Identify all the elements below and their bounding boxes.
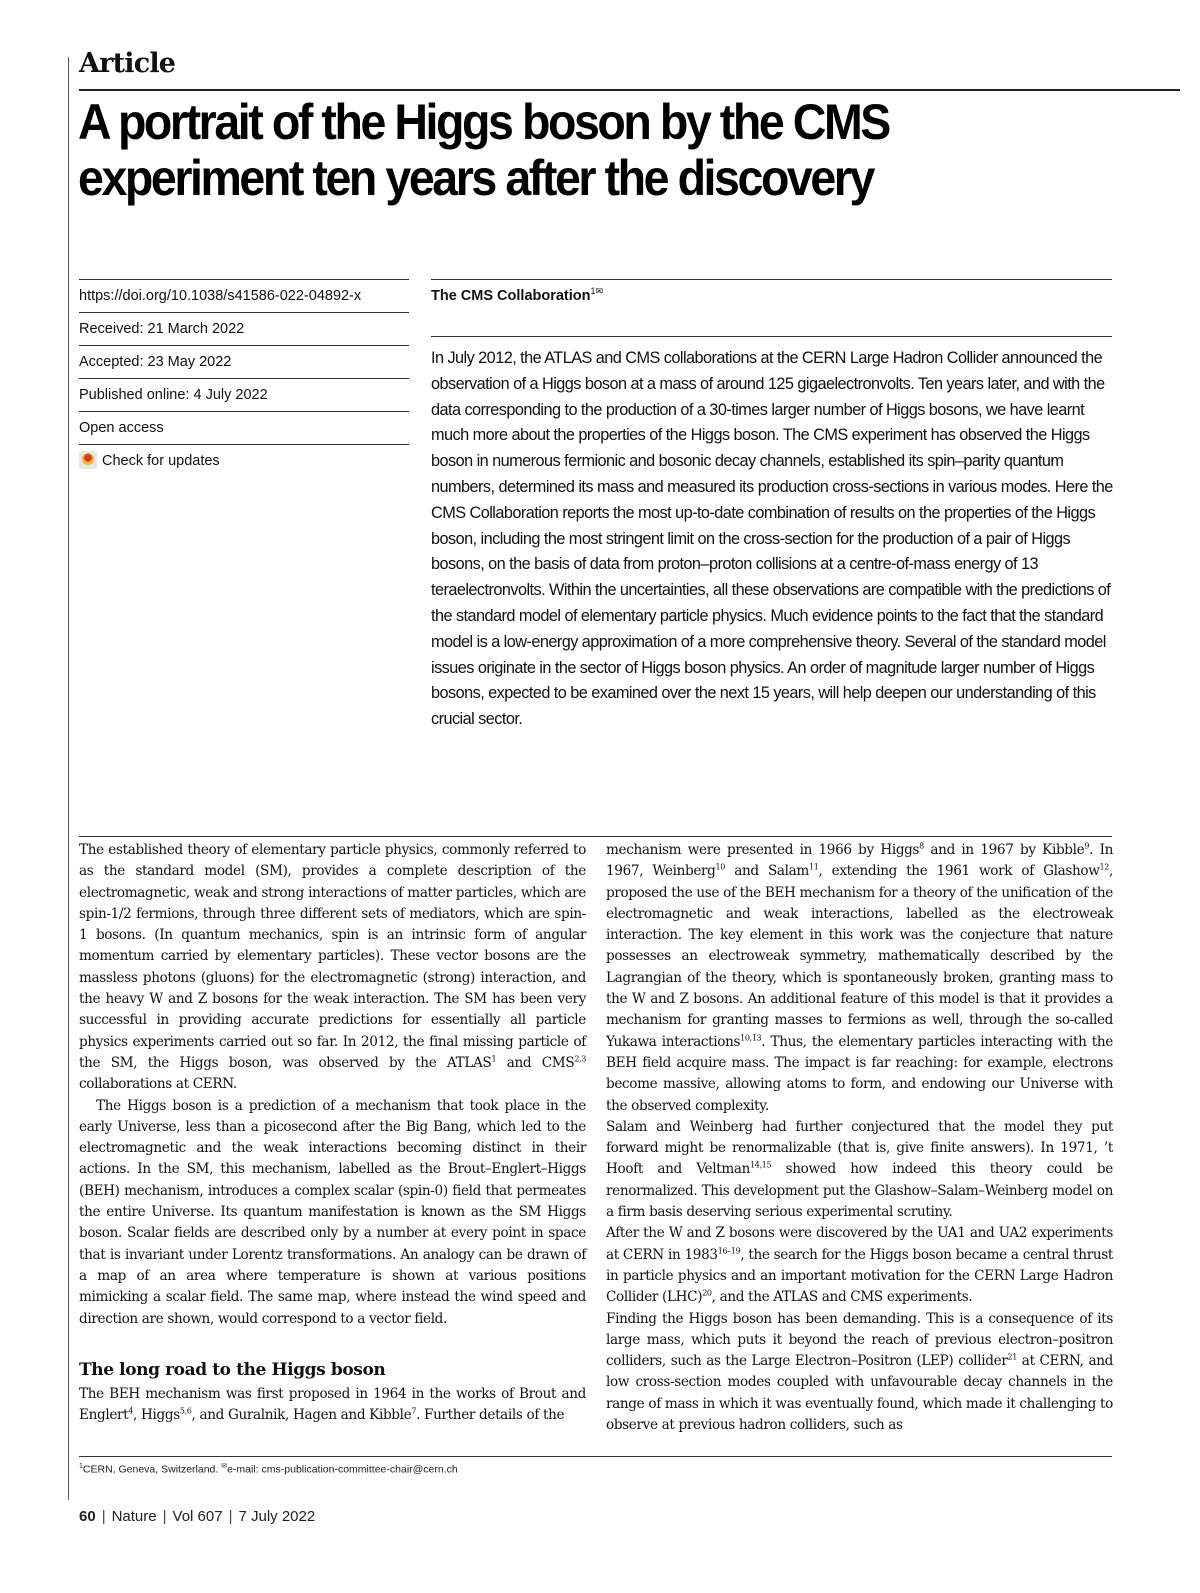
journal-name: Nature [111, 1508, 157, 1525]
abstract-top-rule [431, 336, 1112, 337]
reference[interactable]: 10,13 [740, 1033, 762, 1043]
email-link[interactable]: e-mail: cms-publication-committee-chair@cern.ch [227, 1463, 458, 1476]
left-margin-rule [68, 57, 69, 1500]
separator: | [101, 1508, 106, 1525]
envelope-icon: ✉ [221, 1463, 228, 1470]
affiliation-text: CERN, Geneva, Switzerland. [82, 1463, 222, 1476]
paragraph: After the W and Z bosons were discovered by the UA1 and UA2 experiments at CERN in 1983$^{16-19}$, the search for the Higgs boson became a central thrust in particle physics and an important motivation for the CERN Large Hadron Collider (LHC)$^{20}$, and the ATLAS and CMS experiments. [606, 1225, 1113, 1306]
reference[interactable]: 4 [128, 1406, 134, 1416]
article-title: A portrait of the Higgs boson by the CMS experiment ten years after the discovery [78, 94, 889, 206]
separator: | [228, 1508, 233, 1525]
doi-link[interactable]: https://doi.org/10.1038/s41586-022-04892-x [79, 280, 409, 313]
reference[interactable]: 21 [1007, 1352, 1017, 1362]
reference[interactable]: 8 [919, 841, 924, 851]
separator: | [162, 1508, 167, 1525]
open-access-label: Open access [79, 412, 409, 445]
paragraph: Finding the Higgs boson has been demanding. This is a consequence of its large mass, which puts it beyond the reach of previous electron–positron colliders, such as the Large Electron–Positron (LEP) collider$^{21}$ at CERN, and low cross-section modes coupled with unfavourable decay channels in the range of mass in which it was eventually found, which made it challenging to observe at previous hadron colliders, such as [606, 1310, 1113, 1434]
paragraph: mechanism were presented in 1966 by Higgs$^8$ and in 1967 by Kibble$^9$. In 1967, Weinberg$^{10}$ and Salam$^{11}$, extending the 1961 work of Glashow$^{12}$, proposed the use of the BEH mechanism for a theory of the unification of the electromagnetic and weak interactions, labelled as the electroweak interaction. The key element in this work was the conjecture that nature possesses an electroweak symmetry, mathematically described by the Lagrangian of the theory, which is spontaneously broken, granting mass to the W and Z bosons. An additional feature of this model is that it provides a mechanism for granting masses to fermions as well, through the so-called Yukawa interactions$^{10,13}$. Thus, the elementary particles interacting with the BEH field acquire mass. The impact is far reaching: for example, electrons become massive, allowing atoms to form, and endowing our Universe with the observed complexity. [606, 841, 1114, 1114]
page-footer [79, 1508, 315, 1525]
page-number: 60 [79, 1508, 96, 1525]
reference[interactable]: 16–19 [717, 1246, 741, 1256]
abstract: In July 2012, the ATLAS and CMS collaborations at the CERN Large Hadron Collider announced the observation of a Higgs boson at a mass of around 125 gigaelectronvolts. Ten years later, and with the data corresponding to the production of a 30-times larger number of Higgs bosons, we have learnt much more about the properties of the Higgs boson. The CMS experiment has observed the Higgs boson in numerous fermionic and bosonic decay channels, established its spin–parity quantum numbers, determined its mass and measured its production cross-sections in various modes. Here the CMS Collaboration reports the most up-to-date combination of results on the properties of the Higgs boson, including the most stringent limit on the cross-section for the production of a pair of Higgs bosons, on the basis of data from proton–proton collisions at a centre-of-mass energy of 13 teraelectronvolts. Within the uncertainties, all these observations are compatible with the predictions of the standard model of elementary particle physics. Much evidence points to the fact that the standard model is a low-energy approximation of a more comprehensive theory. Several of the standard model issues originate in the sector of Higgs boson physics. An order of magnitude larger number of Higgs bosons, expected to be examined over the next 15 years, will help deepen our understanding of this crucial sector. [431, 349, 1113, 729]
reference[interactable]: 1 [491, 1054, 497, 1064]
header-rule [79, 89, 1180, 91]
reference[interactable]: 20 [702, 1288, 712, 1298]
reference[interactable]: 10 [715, 862, 726, 872]
footnote [79, 1462, 458, 1476]
received-date: Received: 21 March 2022 [79, 313, 409, 346]
reference[interactable]: 11 [808, 862, 819, 872]
article-metadata [79, 280, 409, 477]
affiliation-mark: 1 [590, 286, 596, 296]
reference[interactable]: 2,3 [574, 1054, 586, 1064]
author-name[interactable]: The CMS Collaboration [431, 287, 591, 304]
paragraph: The established theory of elementary particle physics, commonly referred to as the standard model (SM), provides a complete description of the electromagnetic, weak and strong interactions of matter particles, which are spin-1/2 fermions, through three different sets of mediators, which are spin-1 bosons. (In quantum mechanics, spin is an intrinsic form of angular momentum carried by elementary particles). These vector bosons are the massless photons (gluons) for the electromagnetic (strong) interaction, and the heavy W and Z bosons for the weak interaction. The SM has been very successful in providing accurate predictions for essentially all particle physics experiments carried out so far. In 2012, the final missing particle of the SM, the Higgs boson, was observed by the ATLAS$^1$ and CMS$^{2,3}$ collaborations at CERN. [79, 842, 586, 1093]
paragraph: Salam and Weinberg had further conjectured that the model they put forward might be renormalizable (that is, give finite answers). In 1971, ’t Hooft and Veltman$^{14,15}$ showed how indeed this theory could be renormalized. This development put the Glashow–Salam–Weinberg model on a firm basis deserving serious experimental scrutiny. [606, 1118, 1113, 1221]
body-top-rule [79, 836, 1112, 837]
body-column-left [79, 840, 586, 1426]
issue-date: 7 July 2022 [238, 1508, 316, 1525]
envelope-icon[interactable]: ✉ [595, 286, 604, 296]
section-heading: The long road to the Higgs boson [79, 1359, 386, 1380]
crossmark-icon [79, 451, 97, 469]
reference[interactable]: 9 [1084, 841, 1090, 851]
accepted-date: Accepted: 23 May 2022 [79, 346, 409, 379]
check-for-updates-button[interactable] [79, 445, 409, 477]
reference[interactable]: 7 [411, 1406, 417, 1416]
reference[interactable]: 14,15 [750, 1160, 772, 1170]
volume: Vol 607 [172, 1508, 223, 1525]
reference[interactable]: 12 [1099, 862, 1110, 872]
affiliation-mark: 1 [79, 1463, 83, 1470]
paragraph: The Higgs boson is a prediction of a mechanism that took place in the early Universe, less than a picosecond after the Big Bang, which led to the electromagnetic and the weak interactions becoming distinct in their actions. In the SM, this mechanism, labelled as the Brout–Englert–Higgs (BEH) mechanism, introduces a complex scalar (spin-0) field that permeates the entire Universe. Its quantum manifestation is known as the SM Higgs boson. Scalar fields are described only by a number at every point in space that is invariant under Lorentz transformations. An analogy can be drawn of a map of an area where temperature is shown at various positions mimicking a scalar field. The same map, where instead the wind speed and direction are shown, would correspond to a vector field. [79, 1097, 586, 1327]
reference[interactable]: 5,6 [179, 1406, 192, 1416]
author-top-rule [431, 279, 1112, 280]
footnote-rule [79, 1456, 1112, 1457]
article-type-label: Article [79, 48, 176, 79]
published-date: Published online: 4 July 2022 [79, 379, 409, 412]
paragraph: The BEH mechanism was first proposed in 1964 in the works of Brout and Englert$^4$, Higgs$^{5,6}$, and Guralnik, Hagen and Kibble$^7$. Further details of the [79, 1385, 586, 1424]
body-column-right [606, 840, 1113, 1436]
author-line [431, 286, 603, 304]
check-for-updates-label: Check for updates [102, 453, 220, 469]
